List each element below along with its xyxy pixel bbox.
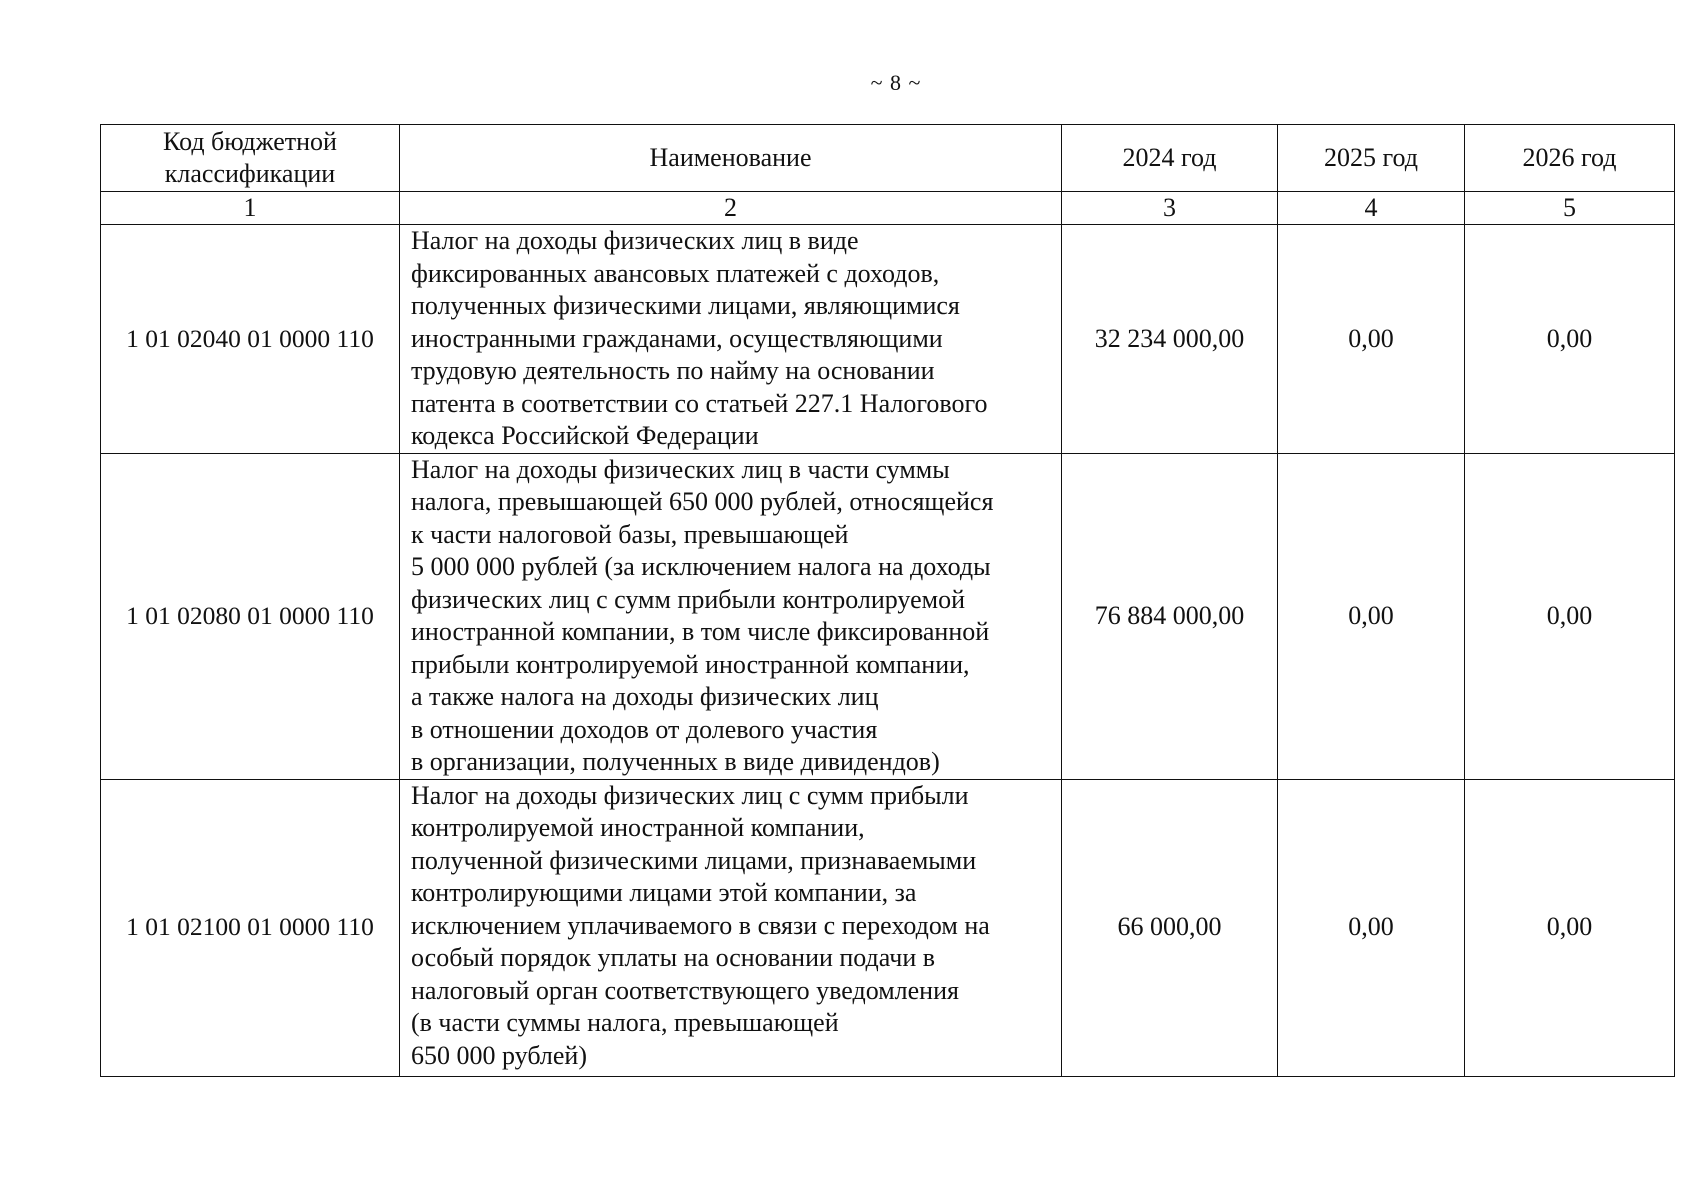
item-name-line: исключением уплачиваемого в связи с переходом на: [411, 910, 990, 940]
value-2026: 0,00: [1465, 779, 1675, 1076]
header-code-line: Код бюджетной: [163, 127, 337, 156]
item-name-line: полученной физическими лицами, признаваемыми: [411, 845, 977, 875]
value-2024: 76 884 000,00: [1062, 453, 1278, 779]
item-name-line: иностранными гражданами, осуществляющими: [411, 323, 943, 353]
header-name: Наименование: [400, 125, 1062, 192]
table-row: [101, 453, 1675, 779]
item-name-line: налога, превышающей 650 000 рублей, относящейся: [411, 487, 994, 516]
item-name-line: контролирующими лицами этой компании, за: [411, 878, 917, 907]
column-number: 1: [101, 192, 400, 225]
item-name-line: Налог на доходы физических лиц в части суммы: [411, 454, 950, 484]
value-2024: 66 000,00: [1062, 779, 1278, 1076]
budget-table: [100, 124, 1675, 1077]
item-name: [400, 225, 1062, 454]
item-name-line: а также налога на доходы физических лиц: [411, 682, 879, 711]
item-name-line: трудовую деятельность по найму на основании: [411, 356, 935, 385]
value-2025: 0,00: [1278, 225, 1465, 454]
item-name-line: в отношении доходов от долевого участия: [411, 714, 878, 744]
item-name-line: Налог на доходы физических лиц с сумм прибыли: [411, 780, 969, 810]
item-name-line: налоговый орган соответствующего уведомления: [411, 975, 959, 1005]
value-2025: 0,00: [1278, 779, 1465, 1076]
header-2025: 2025 год: [1278, 125, 1465, 192]
value-2026: 0,00: [1465, 453, 1675, 779]
item-name-line: кодекса Российской Федерации: [411, 421, 759, 450]
item-name-line: (в части суммы налога, превышающей: [411, 1008, 839, 1037]
item-name-line: прибыли контролируемой иностранной компании,: [411, 649, 970, 679]
header-2026: 2026 год: [1465, 125, 1675, 192]
item-name-line: особый порядок уплаты на основании подачи в: [411, 943, 936, 972]
item-name-line: физических лиц с сумм прибыли контролируемой: [411, 584, 965, 614]
header-code-line: классификации: [164, 159, 336, 188]
header-2024: 2024 год: [1062, 125, 1278, 192]
value-2026: 0,00: [1465, 225, 1675, 454]
item-name-line: в организации, полученных в виде дивидендов): [411, 747, 940, 776]
item-name-line: 5 000 000 рублей (за исключением налога на доходы: [411, 552, 991, 581]
value-2025: 0,00: [1278, 453, 1465, 779]
item-name-line: Налог на доходы физических лиц в виде: [411, 226, 859, 255]
item-name-line: фиксированных авансовых платежей с доходов,: [411, 258, 940, 288]
item-name-line: полученных физическими лицами, являющимися: [411, 291, 960, 320]
budget-code: 1 01 02080 01 0000 110: [101, 453, 400, 779]
item-name: [400, 453, 1062, 779]
column-number: 3: [1062, 192, 1278, 225]
table-row: [101, 779, 1675, 1076]
item-name-line: к части налоговой базы, превышающей: [411, 519, 849, 549]
item-name: [400, 779, 1062, 1076]
column-number: 2: [400, 192, 1062, 225]
item-name-line: патента в соответствии со статьей 227.1 Налогового: [411, 388, 988, 418]
column-number-row: [101, 192, 1675, 225]
budget-code: 1 01 02100 01 0000 110: [101, 779, 400, 1076]
budget-code: 1 01 02040 01 0000 110: [101, 225, 400, 454]
header-row: [101, 125, 1675, 192]
page-number: ~ 8 ~: [870, 70, 922, 95]
item-name-line: контролируемой иностранной компании,: [411, 813, 865, 842]
column-number: 5: [1465, 192, 1675, 225]
column-number: 4: [1278, 192, 1465, 225]
value-2024: 32 234 000,00: [1062, 225, 1278, 454]
header-code: [101, 125, 400, 192]
table-row: [101, 225, 1675, 454]
item-name-line: 650 000 рублей): [411, 1040, 587, 1070]
item-name-line: иностранной компании, в том числе фиксированной: [411, 617, 990, 646]
